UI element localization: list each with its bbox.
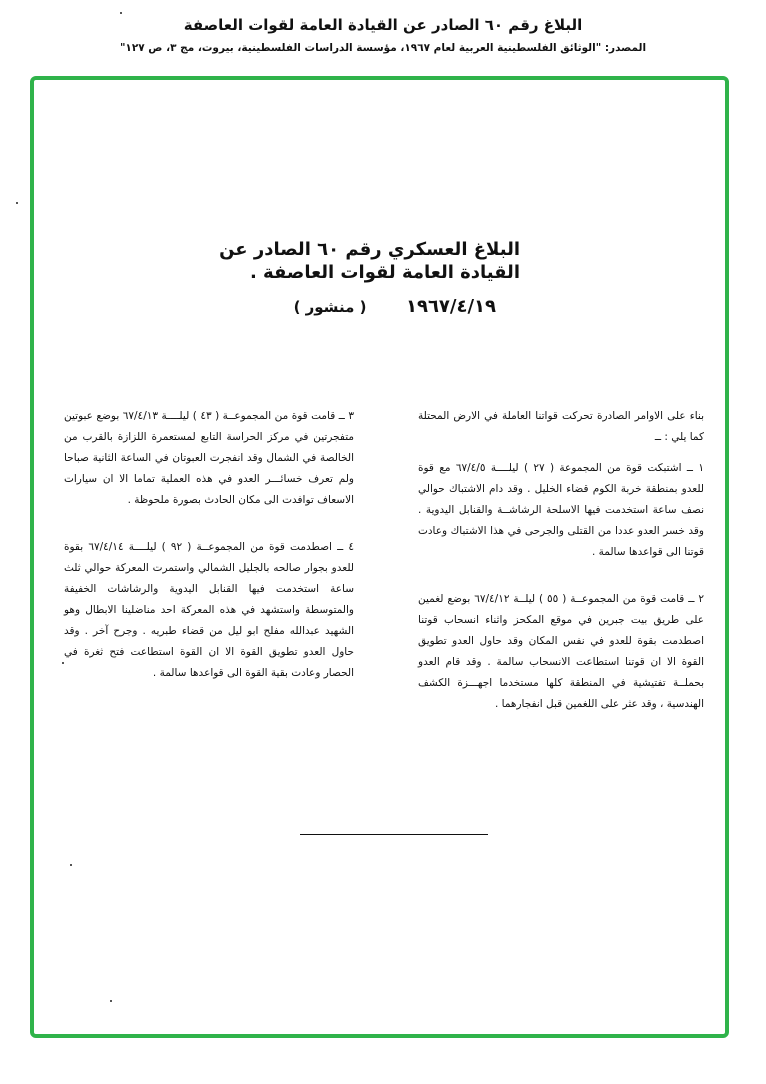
intro-paragraph: بناء على الاوامر الصادرة تحركت قواتنا العاملة في الارض المحتلة كما يلي : ــ (418, 410, 704, 443)
item-1-paragraph: ١ ــ اشتبكت قوة من المجموعة ( ٢٧ ) ليلــــة ٦٧/٤/٥ مع قوة للعدو بمنطقة خربة الكوم قضاء الخليل . وقد دام الاشتباك حوالي نصف ساعة استخدمت فيها الاسلحة الرشاشــة والقنابل اليدوية . وقد خسر العدو عددا من القتلى والجرحى في هذا الاشتباك وعادت قوتنا الى قواعدها سالمة . (418, 462, 704, 558)
right-column (418, 406, 704, 729)
document-title (150, 238, 520, 285)
document-title-line-1: البلاغ العسكري رقم ٦٠ الصادر عن (219, 239, 520, 260)
page-heading: البلاغ رقم ٦٠ الصادر عن القيادة العامة لقوات العاصفة (183, 16, 583, 34)
source-citation: المصدر: "الوثائق الفلسطينية العربية لعام ١٩٦٧، مؤسسة الدراسات الفلسطينية، بيروت، مج ٣، ص ١٢٧" (119, 42, 647, 54)
document-date: ١٩٦٧/٤/١٩ (405, 296, 497, 317)
item-4-paragraph: ٤ ــ اصطدمت قوة من المجموعــة ( ٩٢ ) ليلــــة ٦٧/٤/١٤ بقوة للعدو بجوار صالحه بالجليل الشمالي واستمرت المعركة حوالي ثلث ساعة استخدمت فيها القنابل اليدوية والرشاشات الخفيفة والمتوسطة واستشهد في هذه المعركة احد مناضلينا الابطال وهو الشهيد عبدالله مفلح ابو ليل من قضاء طبريه . وجرح آخر . وقد حاول العدو تطويق القوة الا ان القوة استطاعت فتح ثغرة في الحصار وعادت بقية القوة الى قواعدها سالمة . (64, 541, 355, 679)
scan-speck (110, 1000, 112, 1002)
scan-speck (120, 12, 122, 14)
document-status: ( منشور ) (293, 298, 367, 316)
document-title-line-2: القيادة العامة لقوات العاصفة . (249, 262, 520, 284)
scan-speck (62, 662, 64, 664)
item-3-paragraph: ٣ ــ قامت قوة من المجموعــة ( ٤٣ ) ليلــــة ٦٧/٤/١٣ بوضع عبوتين متفجرتين في مركز الحراسة التابع لمستعمرة اللزازة بالقرب من الخالصة في الشمال وقد انفجرت العبوتان في الساعة الثانية صباحا ولم تعرف خسائـــر العدو في هذه العملية تماما الا ان سيارات الاسعاف توافدت الى مكان الحادث بصورة ملحوظة . (64, 410, 354, 506)
scan-speck (16, 202, 18, 204)
scan-speck (70, 864, 72, 866)
item-2-paragraph: ٢ ــ قامت قوة من المجموعــة ( ٥٥ ) ليلــة ٦٧/٤/١٢ بوضع لغمين على طريق بيت جبرين في موقع المكحز واثناء انسحاب قوتنا اصطدمت بقوة للعدو في نفس المكان وقد حاول العدو تطويق القوة الا ان قوتنا استطاعت الانسحاب سالمة . وقد قام العدو بحملــة تفتيشية في المنطقة كلها مستخدما اجهـــزة الكشف الهندسية ، وقد عثر على اللغمين قبل انفجارهما . (418, 593, 704, 710)
closing-rule (300, 834, 488, 835)
left-column (64, 406, 354, 698)
